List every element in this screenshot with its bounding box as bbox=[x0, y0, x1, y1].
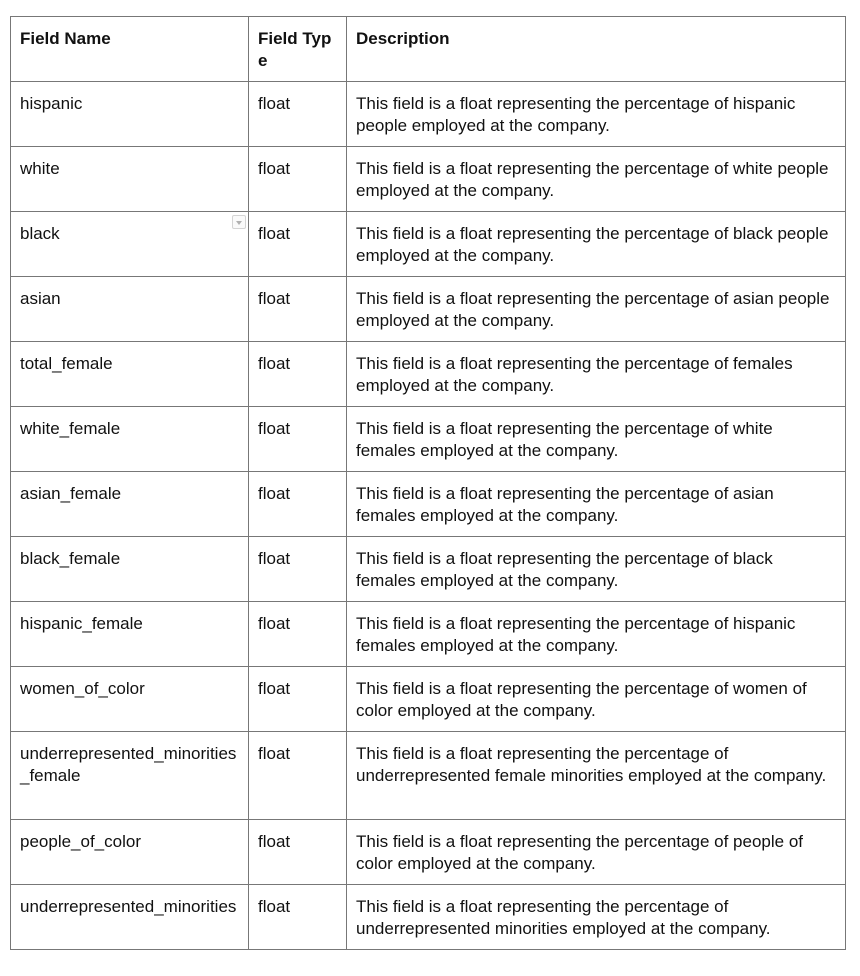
description-cell: This field is a float representing the percentage of underrepresented female minorities employed at the company. bbox=[347, 732, 846, 820]
field-type-cell: float bbox=[249, 885, 347, 950]
field-name-cell: people_of_color bbox=[11, 820, 249, 885]
description-cell: This field is a float representing the percentage of asian people employed at the company. bbox=[347, 277, 846, 342]
table-row bbox=[11, 147, 846, 212]
field-name-cell: hispanic bbox=[11, 82, 249, 147]
table-row bbox=[11, 472, 846, 537]
field-type-cell: float bbox=[249, 602, 347, 667]
field-name-cell: black_female bbox=[11, 537, 249, 602]
cell-dropdown-icon[interactable] bbox=[232, 215, 246, 229]
description-cell: This field is a float representing the percentage of black people employed at the company. bbox=[347, 212, 846, 277]
field-type-cell: float bbox=[249, 472, 347, 537]
table-row bbox=[11, 82, 846, 147]
field-type-cell: float bbox=[249, 82, 347, 147]
field-schema-table bbox=[10, 16, 846, 950]
field-name-cell: asian_female bbox=[11, 472, 249, 537]
table-row bbox=[11, 342, 846, 407]
table-row bbox=[11, 212, 846, 277]
description-cell: This field is a float representing the percentage of females employed at the company. bbox=[347, 342, 846, 407]
header-field-type: Field Type bbox=[249, 17, 347, 82]
description-cell: This field is a float representing the percentage of hispanic females employed at the company. bbox=[347, 602, 846, 667]
field-name-cell: total_female bbox=[11, 342, 249, 407]
field-type-cell: float bbox=[249, 212, 347, 277]
description-cell: This field is a float representing the percentage of hispanic people employed at the company. bbox=[347, 82, 846, 147]
table-row bbox=[11, 667, 846, 732]
description-cell: This field is a float representing the percentage of black females employed at the company. bbox=[347, 537, 846, 602]
description-cell: This field is a float representing the percentage of white females employed at the company. bbox=[347, 407, 846, 472]
field-name-cell bbox=[11, 212, 249, 277]
table-body bbox=[11, 82, 846, 950]
table-row bbox=[11, 407, 846, 472]
field-name-text: black bbox=[20, 224, 60, 243]
description-cell: This field is a float representing the percentage of underrepresented minorities employed at the company. bbox=[347, 885, 846, 950]
field-type-cell: float bbox=[249, 277, 347, 342]
table-row bbox=[11, 732, 846, 820]
field-type-cell: float bbox=[249, 732, 347, 820]
field-name-cell: underrepresented_minorities_female bbox=[11, 732, 249, 820]
table-row bbox=[11, 820, 846, 885]
header-row bbox=[11, 17, 846, 82]
table-row bbox=[11, 885, 846, 950]
description-cell: This field is a float representing the percentage of white people employed at the company. bbox=[347, 147, 846, 212]
field-name-cell: underrepresented_minorities bbox=[11, 885, 249, 950]
field-name-cell: asian bbox=[11, 277, 249, 342]
field-type-cell: float bbox=[249, 147, 347, 212]
table-row bbox=[11, 537, 846, 602]
field-type-cell: float bbox=[249, 667, 347, 732]
description-cell: This field is a float representing the percentage of asian females employed at the company. bbox=[347, 472, 846, 537]
field-type-cell: float bbox=[249, 342, 347, 407]
table-header bbox=[11, 17, 846, 82]
field-type-cell: float bbox=[249, 537, 347, 602]
description-cell: This field is a float representing the percentage of people of color employed at the company. bbox=[347, 820, 846, 885]
table-row bbox=[11, 602, 846, 667]
field-name-cell: white bbox=[11, 147, 249, 212]
field-name-cell: women_of_color bbox=[11, 667, 249, 732]
description-cell: This field is a float representing the percentage of women of color employed at the company. bbox=[347, 667, 846, 732]
table-row bbox=[11, 277, 846, 342]
header-field-name: Field Name bbox=[11, 17, 249, 82]
field-name-cell: hispanic_female bbox=[11, 602, 249, 667]
header-description: Description bbox=[347, 17, 846, 82]
field-type-cell: float bbox=[249, 407, 347, 472]
field-name-cell: white_female bbox=[11, 407, 249, 472]
field-type-cell: float bbox=[249, 820, 347, 885]
